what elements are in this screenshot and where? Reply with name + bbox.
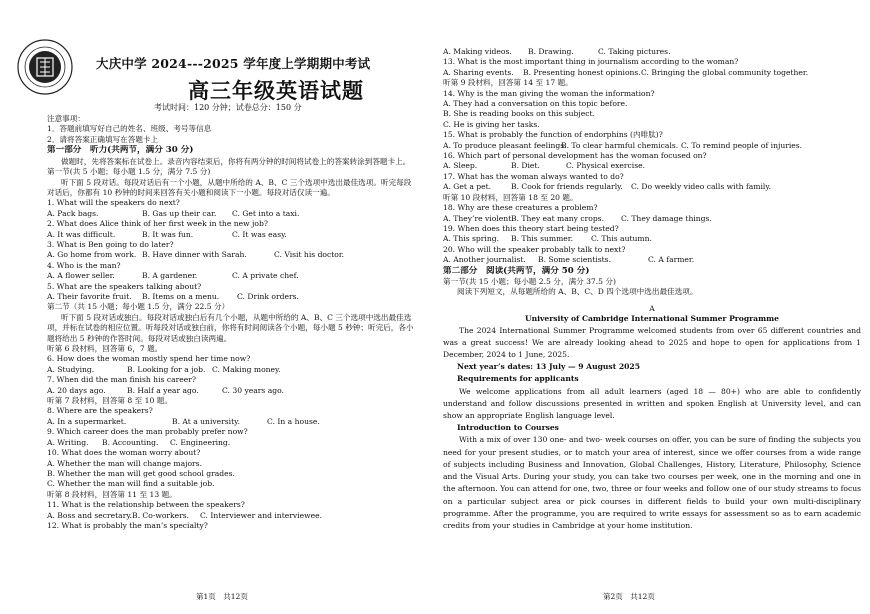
option-c: C. This autumn.	[591, 234, 652, 244]
section1-instructions: 听下面 5 段对话。每段对话后有一个小题，从题中所给的 A、B、C 三个选项中选出最佳选项。听完每段对话后，你都有 10 秒钟的时间来回答有关小题和阅读下一小题。每段对话仅读一遍。	[47, 177, 412, 197]
option-b: B. Cook for friends regularly.	[511, 182, 623, 192]
question-14-option-b: B. She is reading books on this subject.	[443, 109, 595, 119]
passage-title: University of Cambridge International Summer Programme	[524, 314, 779, 324]
question-10-option-c: C. Whether the man will find a suitable job.	[47, 479, 215, 489]
option-a: A. This spring.	[443, 234, 499, 244]
section2-heading: 第二节（共 15 小题；每小题 1.5 分，满分 22.5 分）	[47, 302, 230, 312]
option-b: B. This summer.	[511, 234, 573, 244]
note-1: 1．答题前填写好自己的姓名、班级、考号等信息	[47, 124, 212, 134]
passage-paragraph-2: We welcome applications from all adult learners (aged 18 — 80+) who are able to confidently understand and follow discussions presented in written and spoken English at University level, and can show an appropriate English language level.	[443, 386, 861, 421]
option-c: C. Get into a taxi.	[232, 208, 300, 218]
option-a: A. Pack bags.	[47, 208, 99, 218]
school-seal-logo	[16, 38, 74, 96]
notes-header: 注意事项：	[47, 114, 85, 123]
exam-info: 考试时间：120 分钟；试卷总分：150 分	[154, 103, 302, 112]
option-c: C. In a house.	[267, 416, 320, 426]
question-10: 10. What does the woman worry about?	[47, 448, 201, 458]
question-17-options	[443, 182, 861, 192]
question-12-options	[443, 47, 861, 57]
option-a: A. Sharing events.	[443, 67, 514, 77]
option-c: C. A private chef.	[232, 271, 299, 281]
part2-heading: 第二部分 阅读(共两节，满分 50 分)	[443, 265, 590, 276]
option-a: A. 20 days ago.	[47, 385, 106, 395]
page-footer: 第2页 共12页	[603, 592, 655, 601]
question-20-options	[443, 255, 861, 265]
question-9: 9. Which career does the man probably prefer now?	[47, 427, 248, 437]
question-2-options	[47, 230, 417, 240]
passage-paragraph-1: The 2024 International Summer Programme welcomed students from over 65 different countries and was a great success! We are already looking ahead to 2025 and hope to open for applications from 1 December, 2024 to 1 June, 2025.	[443, 325, 861, 360]
option-c: C. It was easy.	[232, 229, 287, 239]
question-9-options	[47, 438, 417, 448]
option-c: C. A farmer.	[648, 255, 695, 265]
question-10-option-a: A. Whether the man will change majors.	[47, 458, 202, 468]
section2-instructions: 听下面 5 段对话或独白。每段对话或独白后有几个小题，从题中所给的 A、B、C 三个选项中选出最佳选项，并标在试卷的相应位置。听每段对话或独白前，你将有时间阅读各个小题，每小题 5 秒钟；听完后，各小题将给出 5 秒钟的作答时间。每段对话或独白读两遍。	[47, 312, 414, 343]
option-c: C. Physical exercise.	[566, 161, 645, 171]
passage-paragraph-3: With a mix of over 130 one- and two- week courses on offer, you can be sure of finding the subjects you need for your present studies, or to match your area of interest, since we offer courses from a wide range of subjects including Business and Innovation, Global Challenges, History, Literature, Philosophy, Science and the Visual Arts. During your study, you can take two courses per week, one in the morning and one in the afternoon. You can attend for one, two, three or four weeks and follow one of our study streams to focus on a particular subject area or pick courses in different fields to build your own multi-disciplinary programme. After the programme, you are required to write essays for assessment so as to earn academic credits from your studies in Cambridge at your home institution.	[443, 435, 861, 530]
section1-heading: 第一节(共 5 小题；每小题 1.5 分，满分 7.5 分)	[47, 167, 211, 177]
option-a: A. Boss and secretary.	[47, 510, 133, 520]
question-4-options	[47, 271, 417, 281]
question-15: 15. What is probably the function of endorphins (内啡肽)?	[443, 130, 663, 140]
option-b: B. Some scientists.	[538, 255, 611, 265]
question-16: 16. Which part of personal development has the woman focused on?	[443, 151, 707, 161]
question-11-options	[47, 511, 417, 521]
option-c: C. Making money.	[212, 364, 281, 374]
question-18: 18. Why are these creatures a problem?	[443, 203, 598, 213]
option-a: A. It was difficult.	[47, 229, 116, 239]
question-8-options	[47, 417, 417, 427]
question-7-options	[47, 386, 417, 396]
option-a: A. Their favorite fruit.	[47, 292, 132, 301]
option-a: A. In a supermarket.	[47, 416, 127, 426]
question-8: 8. Where are the speakers?	[47, 406, 153, 416]
question-6: 6. How does the woman mostly spend her time now?	[47, 354, 251, 364]
option-b: B. At a university.	[172, 416, 240, 426]
question-16-options	[443, 161, 861, 171]
question-12: 12. What is probably the man’s specialty?	[47, 520, 208, 530]
left-content	[47, 114, 417, 531]
option-a: A. Making videos.	[443, 47, 512, 56]
option-a: A. Sleep.	[443, 161, 478, 171]
option-c: C. They damage things.	[621, 213, 712, 223]
option-b: B. Looking for a job.	[127, 364, 206, 374]
option-a: A. Writing.	[47, 437, 89, 447]
option-b: B. Have dinner with Sarah.	[142, 250, 247, 260]
part1-instructions: 做题时，先将答案标在试卷上。录音内容结束后，你将有两分钟的时间将试卷上的答案转涂到答题卡上。	[61, 156, 411, 166]
question-18-options	[443, 214, 861, 224]
material-6: 听第 6 段材料，回答第 6，7 题。	[47, 344, 163, 354]
question-1: 1. What will the speakers do next?	[47, 198, 180, 208]
page-footer: 第1页 共12页	[196, 592, 248, 601]
option-b: B. It was fun.	[142, 229, 194, 239]
option-b: B. A gardener.	[142, 271, 198, 281]
note-2: 2．请将答案正确填写在答题卡上	[47, 134, 159, 144]
programme-dates: Next year’s dates: 13 July — 9 August 2025	[457, 362, 640, 372]
question-4: 4. Who is the man?	[47, 260, 121, 270]
question-5: 5. What are the speakers talking about?	[47, 281, 202, 291]
option-c: C. Taking pictures.	[598, 47, 671, 56]
option-b: B. Presenting honest opinions.	[523, 67, 641, 77]
option-a: A. They’re violent.	[443, 213, 514, 223]
option-b: B. Diet.	[511, 161, 540, 171]
question-5-options	[47, 292, 417, 302]
option-c: C. Bringing the global community together.	[641, 67, 809, 77]
question-6-options	[47, 365, 417, 375]
option-b: B. To clear harmful chemicals.	[561, 140, 679, 150]
option-b: B. Gas up their car.	[142, 208, 217, 218]
part1-heading: 第一部分 听力(共两节，满分 30 分)	[47, 145, 194, 156]
material-7: 听第 7 段材料，回答第 8 至 10 题。	[47, 396, 172, 406]
question-14-option-a: A. They had a conversation on this topic before.	[443, 99, 628, 109]
option-b: B. Co-workers.	[132, 510, 190, 520]
courses-heading: Introduction to Courses	[457, 423, 559, 433]
material-10: 听第 10 段材料，回答第 18 至 20 题。	[443, 192, 578, 202]
requirements-heading: Requirements for applicants	[457, 374, 579, 384]
question-11: 11. What is the relationship between the speakers?	[47, 500, 245, 510]
question-3-options	[47, 250, 417, 260]
question-19: 19. When does this theory start being tested?	[443, 223, 619, 233]
option-a: A. Go home from work.	[47, 250, 137, 260]
question-14-option-c: C. He is giving her tasks.	[443, 119, 540, 129]
passage-letter: A	[649, 303, 655, 313]
option-a: A. Get a pet.	[443, 182, 492, 192]
school-exam-title: 大庆中学 2024---2025 学年度上学期期中考试	[96, 56, 371, 71]
question-19-options	[443, 234, 861, 244]
page-title: 高三年级英语试题	[188, 78, 364, 103]
question-1-options	[47, 209, 417, 219]
option-c: C. 30 years ago.	[222, 385, 284, 395]
part2-section1-heading: 第一节(共 15 小题；每小题 2.5 分，满分 37.5 分)	[443, 277, 616, 287]
right-page	[435, 0, 870, 614]
option-c: C. To remind people of injuries.	[681, 140, 803, 150]
option-c: C. Drink orders.	[237, 292, 299, 301]
question-14: 14. Why is the man giving the woman the information?	[443, 88, 655, 98]
question-20: 20. Who will the speaker probably talk to next?	[443, 244, 626, 254]
option-b: B. They eat many crops.	[511, 213, 604, 223]
question-7: 7. When did the man finish his career?	[47, 375, 196, 385]
option-a: A. To produce pleasant feelings.	[443, 140, 567, 150]
question-3: 3. What is Ben going to do later?	[47, 239, 174, 249]
option-c: C. Visit his doctor.	[274, 250, 345, 260]
option-b: B. Half a year ago.	[127, 385, 199, 395]
option-b: B. Items on a menu.	[142, 292, 220, 301]
question-17: 17. What has the woman always wanted to do?	[443, 171, 624, 181]
option-b: B. Drawing.	[528, 47, 574, 56]
option-a: A. Studying.	[47, 364, 95, 374]
question-2: 2. What does Alice think of her first week in the new job?	[47, 219, 268, 229]
question-10-option-b: B. Whether the man will get good school grades.	[47, 468, 235, 478]
option-c: C. Engineering.	[170, 437, 231, 447]
question-15-options	[443, 141, 861, 151]
material-8: 听第 8 段材料，回答第 11 至 13 题。	[47, 489, 177, 499]
option-c: C. Interviewer and interviewee.	[200, 510, 322, 520]
right-content	[443, 47, 861, 532]
option-c: C. Do weekly video calls with family.	[631, 182, 772, 192]
material-9: 听第 9 段材料，回答第 14 至 17 题。	[443, 78, 573, 88]
option-a: A. A flower seller.	[47, 271, 115, 281]
option-a: A. Another journalist.	[443, 255, 526, 265]
option-b: B. Accounting.	[102, 437, 159, 447]
question-13-options	[443, 68, 861, 78]
part2-instructions: 阅读下列短文，从每题所给的 A、B、C、D 四个选项中选出最佳选项。	[457, 287, 698, 297]
question-13: 13. What is the most important thing in journalism according to the woman?	[443, 57, 739, 67]
